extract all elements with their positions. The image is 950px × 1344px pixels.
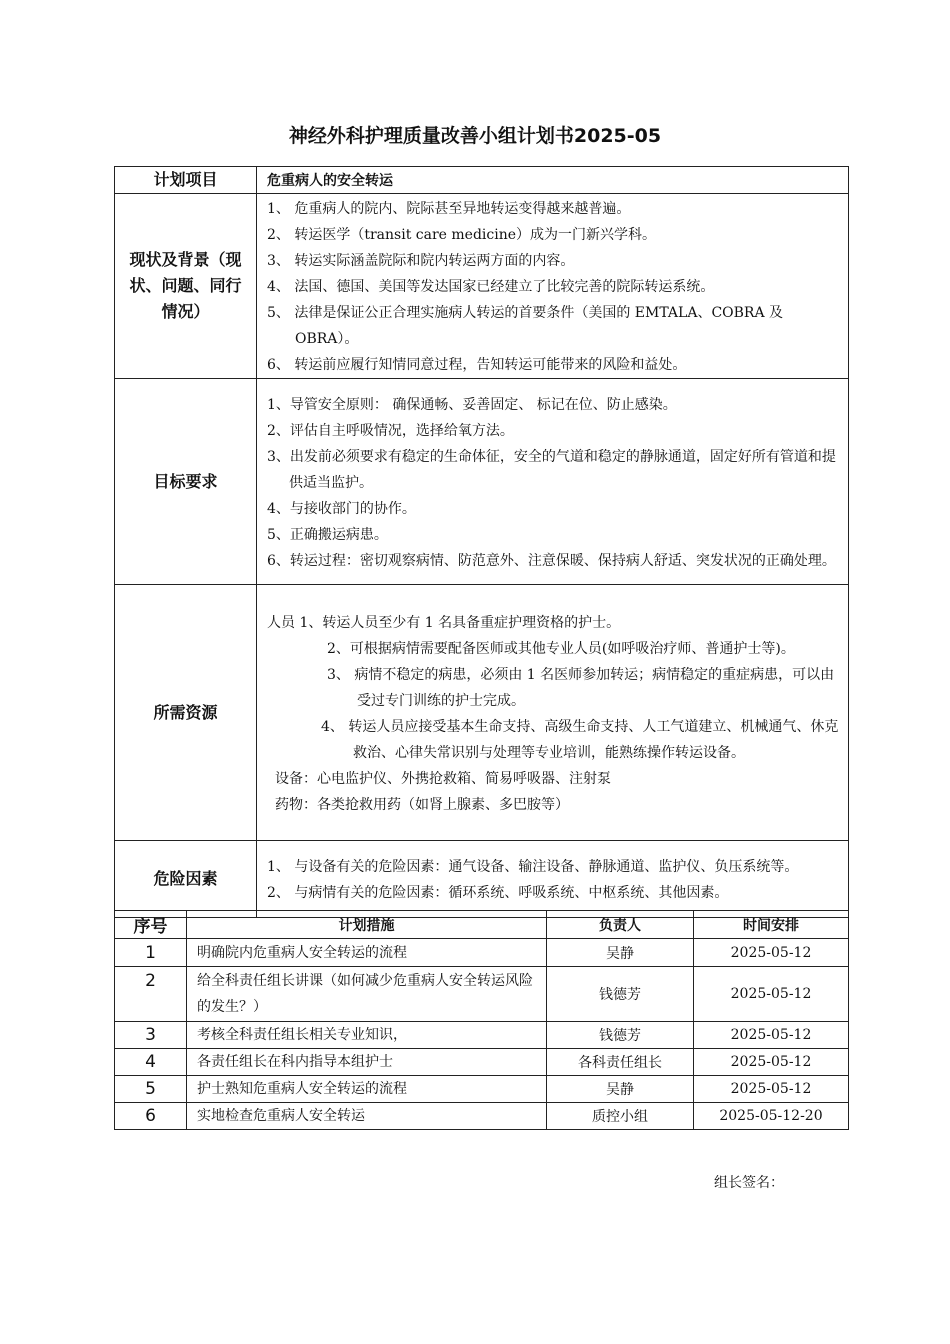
row-measure: 明确院内危重病人安全转运的流程 [187, 939, 547, 967]
goal-content [257, 379, 849, 585]
list-item: 2、可根据病情需要配备医师或其他专业人员(如呼吸治疗师、普通护士等)。 [327, 640, 795, 657]
list-item: 4、与接收部门的协作。 [267, 500, 416, 517]
row-time: 2025-05-12 [694, 967, 849, 1022]
list-item: 3、 病情不稳定的病患，必须由 1 名医师参加转运；病情稳定的重症病患，可以由受过专门训练的护士完成。 [327, 666, 835, 709]
schedule-table [114, 910, 849, 1130]
row-measure: 给全科责任组长讲课（如何减少危重病人安全转运风险的发生？） [187, 967, 547, 1022]
row-owner: 质控小组 [547, 1103, 694, 1130]
list-item: 1、导管安全原则： 确保通畅、妥善固定、 标记在位、防止感染。 [267, 396, 677, 413]
row-time: 2025-05-12 [694, 1076, 849, 1103]
row-no: 1 [115, 939, 187, 967]
list-item: 1、 危重病人的院内、院际甚至异地转运变得越来越普遍。 [267, 201, 631, 217]
row-measure: 各责任组长在科内指导本组护士 [187, 1049, 547, 1076]
row-measure: 护士熟知危重病人安全转运的流程 [187, 1076, 547, 1103]
row-no: 3 [115, 1022, 187, 1049]
row-time: 2025-05-12 [694, 939, 849, 967]
col-header-measure: 计划措施 [187, 911, 547, 939]
row-no: 5 [115, 1076, 187, 1103]
row-owner: 吴静 [547, 1076, 694, 1103]
row-time: 2025-05-12 [694, 1049, 849, 1076]
background-content [257, 194, 849, 379]
resource-content [257, 585, 849, 841]
list-item: 4、 法国、德国、美国等发达国家已经建立了比较完善的院际转运系统。 [267, 279, 715, 295]
row-owner: 钱德芳 [547, 1022, 694, 1049]
list-item: 人员 1、转运人员至少有 1 名具备重症护理资格的护士。 [267, 614, 621, 631]
plan-row-background [115, 194, 849, 379]
list-item: 5、正确搬运病患。 [267, 526, 388, 543]
row-owner: 钱德芳 [547, 967, 694, 1022]
col-header-owner: 负责人 [547, 911, 694, 939]
table-row [115, 939, 849, 967]
table-row [115, 1049, 849, 1076]
row-owner: 各科责任组长 [547, 1049, 694, 1076]
leader-signature-label: 组长签名： [714, 1175, 784, 1191]
risk-content [257, 841, 849, 918]
plan-row-project [115, 167, 849, 194]
project-label: 计划项目 [115, 167, 257, 194]
plan-row-goal [115, 379, 849, 585]
list-item: 2、评估自主呼吸情况，选择给氧方法。 [267, 422, 514, 439]
row-no: 4 [115, 1049, 187, 1076]
goal-label: 目标要求 [115, 379, 257, 585]
col-header-time: 时间安排 [694, 911, 849, 939]
list-item: 3、 转运实际涵盖院际和院内转运两方面的内容。 [267, 253, 575, 269]
plan-row-resources [115, 585, 849, 841]
page-title: 神经外科护理质量改善小组计划书2025-05 [288, 125, 662, 147]
list-item: 设备：心电监护仪、外携抢救箱、简易呼吸器、注射泵 [275, 770, 611, 787]
row-time: 2025-05-12 [694, 1022, 849, 1049]
list-item: 2、 与病情有关的危险因素：循环系统、呼吸系统、中枢系统、其他因素。 [267, 885, 729, 901]
table-row [115, 1076, 849, 1103]
list-item: 1、 与设备有关的危险因素：通气设备、输注设备、静脉通道、监护仪、负压系统等。 [267, 859, 799, 875]
list-item: 4、 转运人员应接受基本生命支持、高级生命支持、人工气道建立、机械通气、休克救治、心律失常识别与处理等专业培训，能熟练操作转运设备。 [321, 718, 839, 761]
row-time: 2025-05-12-20 [694, 1103, 849, 1130]
list-item: 3、出发前必须要求有稳定的生命体征，安全的气道和稳定的静脉通道，固定好所有管道和提供适当监护。 [267, 448, 836, 491]
plan-row-risk [115, 841, 849, 918]
row-owner: 吴静 [547, 939, 694, 967]
risk-label: 危险因素 [115, 841, 257, 918]
table-row [115, 1103, 849, 1130]
row-measure: 实地检查危重病人安全转运 [187, 1103, 547, 1130]
list-item: 6、转运过程：密切观察病情、防范意外、注意保暖、保持病人舒适、突发状况的正确处理。 [267, 552, 836, 569]
schedule-header-row [115, 911, 849, 939]
background-label: 现状及背景（现状、问题、同行情况） [115, 194, 257, 379]
list-item: 6、 转运前应履行知情同意过程，告知转运可能带来的风险和益处。 [267, 357, 687, 373]
resource-label: 所需资源 [115, 585, 257, 841]
row-no: 6 [115, 1103, 187, 1130]
list-item: 药物：各类抢救用药（如肾上腺素、多巴胺等） [275, 796, 569, 813]
row-measure: 考核全科责任组长相关专业知识， [187, 1022, 547, 1049]
project-value: 危重病人的安全转运 [257, 167, 849, 194]
table-row [115, 1022, 849, 1049]
col-header-no: 序号 [115, 911, 187, 939]
row-no: 2 [115, 967, 187, 1022]
list-item: 2、 转运医学（transit care medicine）成为一门新兴学科。 [267, 227, 657, 243]
table-row [115, 967, 849, 1022]
list-item: 5、 法律是保证公正合理实施病人转运的首要条件（美国的 EMTALA、COBRA 及 OBRA）。 [267, 305, 784, 347]
plan-table [114, 166, 849, 918]
